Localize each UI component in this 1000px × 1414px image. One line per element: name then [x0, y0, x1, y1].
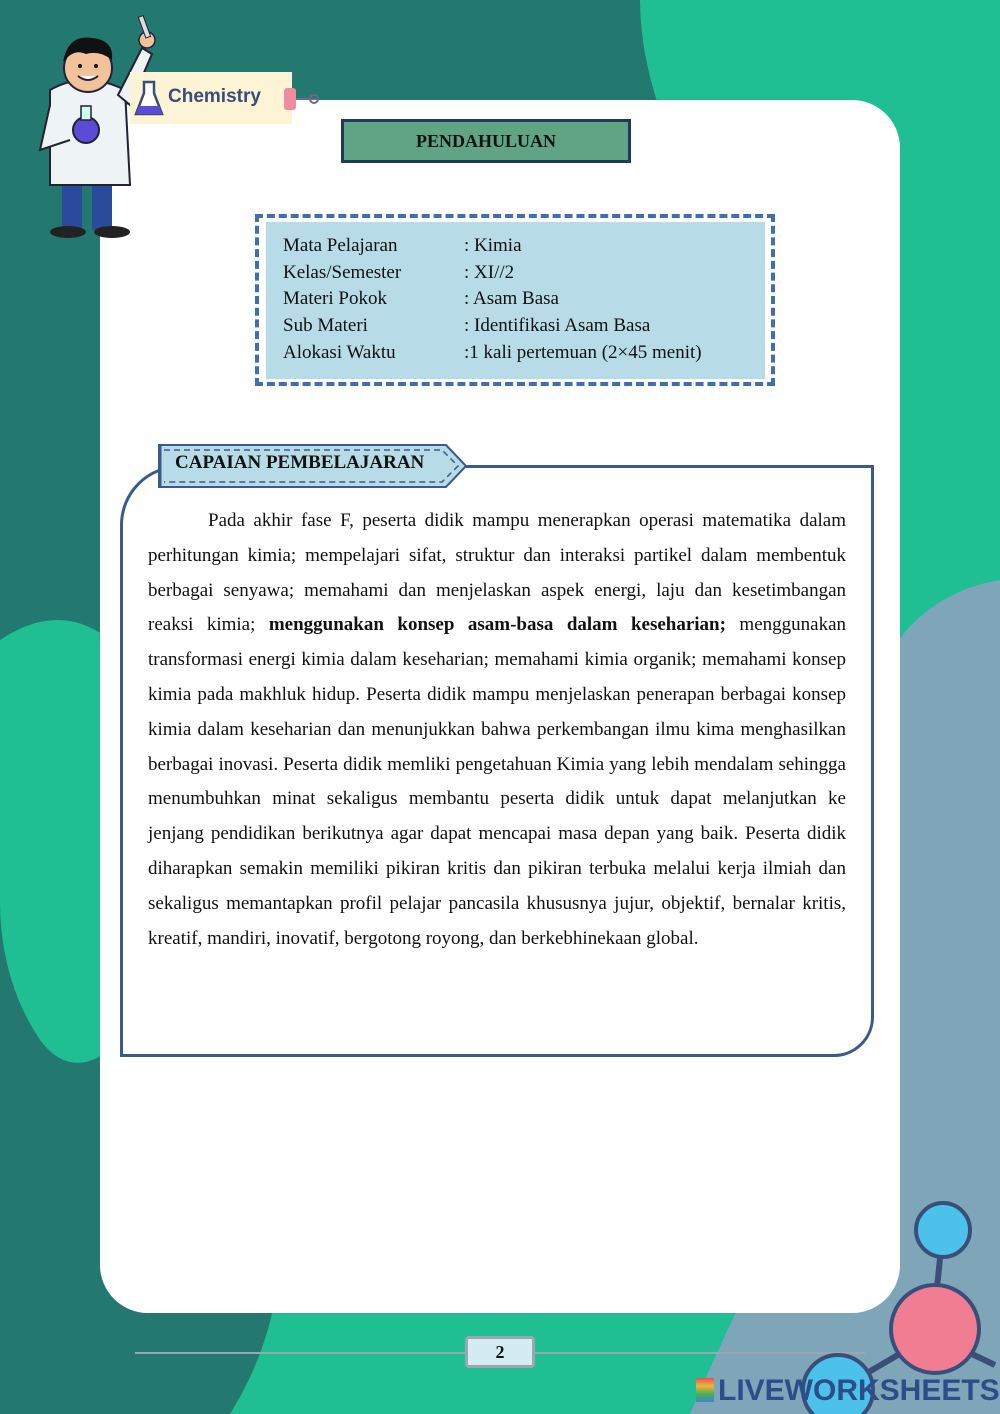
capaian-paragraph — [148, 504, 846, 956]
info-label: Materi Pokok — [283, 288, 387, 309]
info-value: : Asam Basa — [464, 288, 559, 309]
info-value: : Identifikasi Asam Basa — [464, 315, 651, 336]
info-value: : Kimia — [464, 235, 522, 256]
paragraph-text: menggunakan transformasi energi kimia dalam keseharian; memahami kimia organik; memahami konsep kimia pada makhluk hidup. Peserta didik mampu menjelaskan penerapan berbagai konsep kimia dalam keseharian dan menunjukkan bahwa perkembangan ilmu kima menghasilkan berbagai inovasi. Peserta didik memliki pengetahuan Kimia yang lebih mendalam sehingga menumbuhkan minat sekaligus membantu peserta didik untuk dapat melanjutkan ke jenjang pendidikan berikutnya agar dapat mencapai masa depan yang baik. Peserta didik diharapkan semakin memiliki pikiran kritis dan pikiran terbuka melalui kerja ilmiah dan sekaligus memantapkan profil pelajar pancasila khususnya jujur, objektif, bernalar kritis, kreatif, mandiri, inovatif, bergotong royong, dan berkebhinekaan global. — [148, 614, 847, 949]
info-row-materi-pokok — [283, 287, 559, 311]
paragraph-text: Pada akhir fase F, peserta didik mampu menerapkan operasi matematika dalam perhitungan kimia; mempelajari sifat, struktur dan interaksi partikel dalam membentuk berbagai senyawa; memahami dan menjelaskan aspek energi, laju dan kesetimbangan reaksi kimia; — [148, 510, 846, 636]
chemistry-label: Chemistry — [168, 86, 261, 107]
info-label: Kelas/Semester — [283, 262, 402, 283]
info-row-sub-materi — [283, 314, 650, 338]
scientist-illustration — [30, 10, 160, 240]
info-row-mata-pelajaran — [283, 234, 522, 258]
watermark-text: LIVEWORKSHEETS — [718, 1374, 1000, 1407]
info-value: : XI//2 — [464, 262, 515, 283]
watermark — [696, 1374, 1000, 1408]
info-row-alokasi-waktu — [283, 341, 702, 365]
info-label: Sub Materi — [283, 315, 368, 336]
info-value: :1 kali pertemuan (2×45 menit) — [464, 342, 702, 363]
info-label: Alokasi Waktu — [283, 342, 396, 363]
info-label: Mata Pelajaran — [283, 235, 398, 256]
paragraph-bold-text: menggunakan konsep asam-basa dalam keseharian; — [268, 614, 726, 636]
info-row-kelas-semester — [283, 261, 514, 285]
clip-icon — [284, 88, 320, 110]
flask-icon — [134, 80, 164, 118]
watermark-logo-icon — [696, 1378, 714, 1402]
section-heading: CAPAIAN PEMBELAJARAN — [175, 452, 425, 473]
page-title: PENDAHULUAN — [341, 119, 631, 163]
page-number: 2 — [465, 1336, 535, 1368]
